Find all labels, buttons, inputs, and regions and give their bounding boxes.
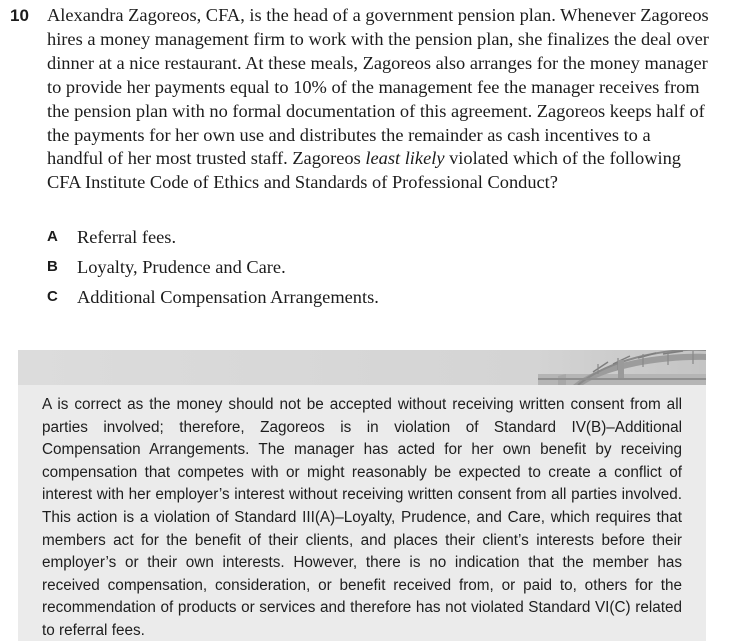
option-letter: A (47, 228, 58, 245)
bridge-illustration (18, 350, 706, 385)
question-stem (47, 4, 709, 195)
option-text: Referral fees. (77, 227, 177, 247)
solution-header-band (18, 350, 706, 385)
option-text: Additional Compensation Arrangements. (77, 287, 379, 307)
option-letter: C (47, 288, 58, 305)
question-emphasis: least likely (365, 148, 445, 169)
option-text: Loyalty, Prudence and Care. (77, 257, 286, 277)
question-number: 10 (10, 6, 29, 25)
question-text-part-1: Alexandra Zagoreos, CFA, is the head of a government pension plan. Whenever Zagoreos hires a money management firm to work with the pension plan, she finalizes the deal over dinner at a nice restaurant. At these meals, Zagoreos also arranges for the money manager to provide her payments equal to 10% of the management fee the manager receives from the pension plan with no formal documentation of this agreement. Zagoreos keeps half of the payments for her own use and distributes the remainder as cash incentives to a handful of her most trusted staff. Zagoreos (47, 5, 709, 169)
question-text-part-2: violated which of the following CFA Institute Code of Ethics and Standards of Professional Conduct? (47, 148, 681, 193)
option-letter: B (47, 258, 58, 275)
solution-box (18, 385, 706, 641)
solution-text: A is correct as the money should not be accepted without receiving written consent from all parties involved; therefore, Zagoreos is in violation of Standard IV(B)–Additional Compensation Arrangements. The manager has acted for her own benefit by receiving compensation that competes with or might reasonably be expected to create a conflict of interest with her employer’s interest without receiving written consent from all parties involved. This action is a violation of Standard III(A)–Loyalty, Prudence, and Care, which requires that members act for the benefit of their clients, and places their client’s interests before their employer’s or their own interests. However, there is no indication that the member has received compensation, consideration, or benefit received from, or paid to, others for the recommendation of products or services and therefore has not violated Standard VI(C) related to referral fees. (42, 396, 682, 639)
